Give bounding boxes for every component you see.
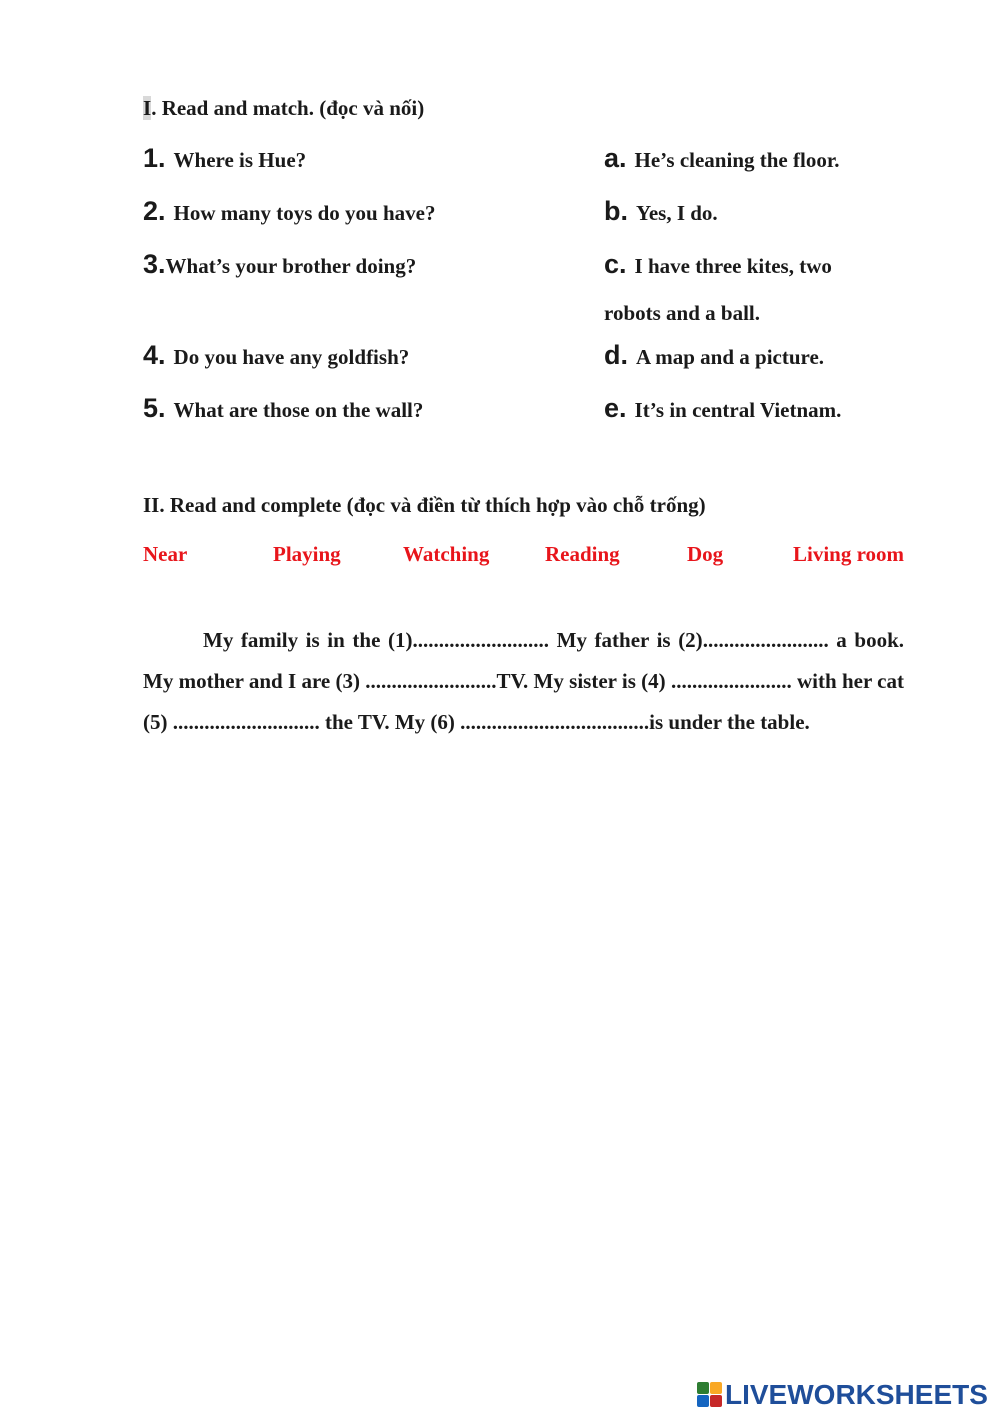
section1-heading bbox=[143, 96, 424, 121]
answer-d bbox=[604, 340, 824, 371]
word-bank-item: Living room bbox=[793, 542, 905, 566]
answer-text: A map and a picture. bbox=[636, 345, 825, 369]
fill-in-passage bbox=[143, 620, 904, 743]
answer-c-continued bbox=[604, 301, 760, 326]
passage-text: My family is in the (1) bbox=[203, 628, 413, 652]
blank-3[interactable]: ......................... bbox=[365, 669, 497, 693]
blank-5[interactable]: ............................ bbox=[172, 710, 320, 734]
blank-2[interactable]: ........................ bbox=[702, 628, 829, 652]
passage-text: My father is (2) bbox=[549, 628, 703, 652]
question-text: Where is Hue? bbox=[173, 148, 307, 172]
question-2 bbox=[143, 196, 435, 227]
answer-text: He’s cleaning the floor. bbox=[634, 148, 840, 172]
question-number: 4. bbox=[143, 340, 166, 370]
logo-text: LIVEWORKSHEETS bbox=[725, 1379, 988, 1410]
passage-text: with her cat (5) bbox=[143, 669, 905, 734]
question-text: What are those on the wall? bbox=[173, 398, 424, 422]
answer-letter: c. bbox=[604, 249, 627, 279]
question-text: Do you have any goldfish? bbox=[173, 345, 410, 369]
question-1 bbox=[143, 143, 306, 174]
question-5 bbox=[143, 393, 423, 424]
section1-heading-text: . Read and match. (đọc và nối) bbox=[151, 96, 425, 120]
question-4 bbox=[143, 340, 409, 371]
passage-text: is under the table. bbox=[649, 710, 810, 734]
answer-text: It’s in central Vietnam. bbox=[634, 398, 842, 422]
question-number: 1. bbox=[143, 143, 166, 173]
logo-icon bbox=[697, 1382, 723, 1408]
answer-text: robots and a ball. bbox=[604, 301, 760, 325]
liveworksheets-logo[interactable] bbox=[697, 1378, 988, 1412]
passage-text: a book. My mother and I are (3) bbox=[143, 628, 905, 693]
question-number: 5. bbox=[143, 393, 166, 423]
word-bank-item: Near bbox=[143, 542, 188, 566]
blank-6[interactable]: .................................... bbox=[460, 710, 650, 734]
question-text: How many toys do you have? bbox=[173, 201, 436, 225]
section1-heading-roman: I bbox=[143, 96, 152, 120]
question-number: 2. bbox=[143, 196, 166, 226]
answer-b bbox=[604, 196, 718, 227]
section2-heading: II. Read and complete (đọc và điền từ thích hợp vào chỗ trống) bbox=[143, 493, 706, 517]
word-bank-item: Reading bbox=[545, 542, 620, 566]
answer-c bbox=[604, 249, 832, 280]
answer-letter: b. bbox=[604, 196, 628, 226]
answer-letter: a. bbox=[604, 143, 627, 173]
blank-1[interactable]: .......................... bbox=[412, 628, 550, 652]
word-bank-item: Watching bbox=[403, 542, 490, 566]
question-number: 3. bbox=[143, 249, 166, 279]
word-bank-item: Playing bbox=[273, 542, 341, 566]
answer-letter: d. bbox=[604, 340, 628, 370]
answer-letter: e. bbox=[604, 393, 627, 423]
answer-a bbox=[604, 143, 839, 174]
word-bank-item: Dog bbox=[687, 542, 724, 566]
passage-text: the TV. My (6) bbox=[319, 710, 461, 734]
blank-4[interactable]: ....................... bbox=[670, 669, 792, 693]
question-3 bbox=[143, 249, 416, 280]
answer-e bbox=[604, 393, 841, 424]
answer-text: I have three kites, two bbox=[634, 254, 832, 278]
passage-text: TV. My sister is (4) bbox=[496, 669, 671, 693]
question-text: What’s your brother doing? bbox=[165, 254, 417, 278]
answer-text: Yes, I do. bbox=[636, 201, 718, 225]
